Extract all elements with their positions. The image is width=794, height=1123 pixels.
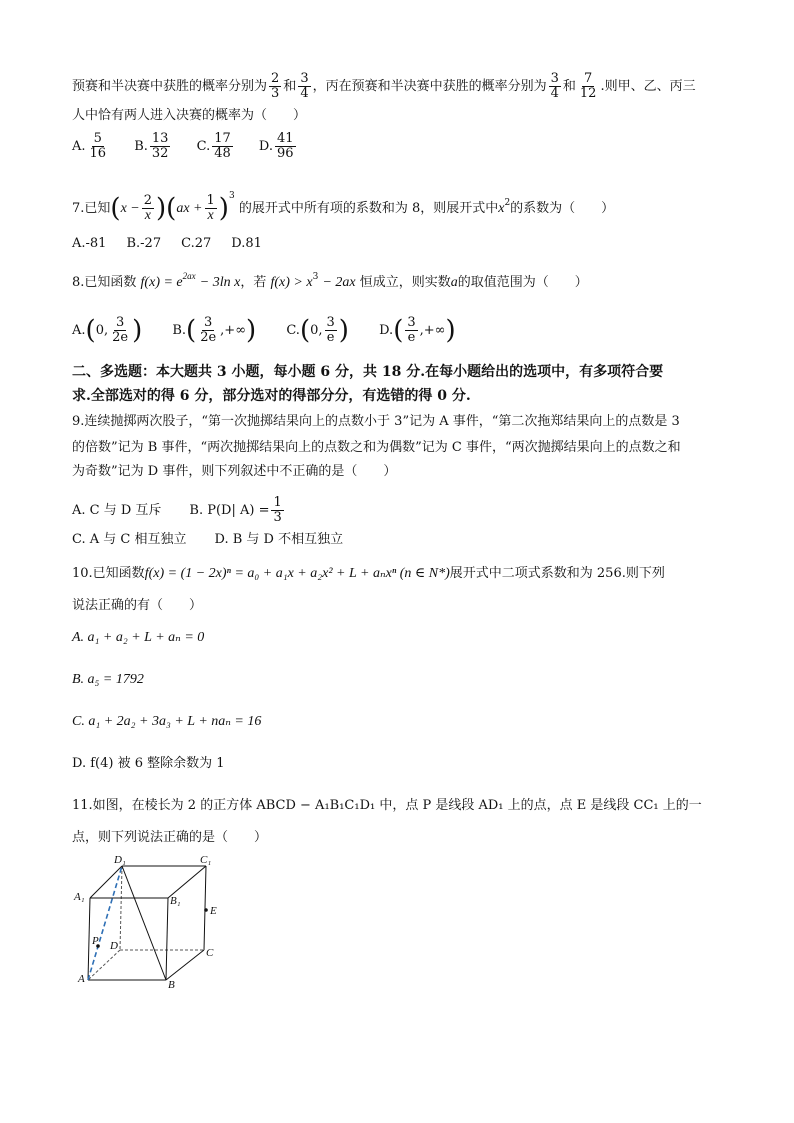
label-c1: C₁ (200, 854, 212, 866)
edge-d1-d (120, 866, 122, 950)
segment-d1-b (122, 866, 166, 980)
q9-option-c: C. A 与 C 相互独立 (72, 532, 187, 547)
section2-heading-line1: 二、多选题：本大题共 3 小题，每小题 6 分，共 18 分.在每小题给出的选项中，有多项符合要 (72, 364, 664, 380)
label-d: D (110, 940, 118, 952)
q9-line3: 为奇数”记为 D 事件，则下列叙述中不正确的是（ ） (72, 464, 397, 479)
q9-line1: 9.连续抛掷两次股子，“第一次抛掷结果向上的点数小于 3”记为 A 事件，“第二次拖郑结果向上的点数是 3 (72, 414, 680, 429)
label-a: A (78, 973, 85, 985)
edge-a1-d1 (90, 866, 122, 898)
q7-option-d: D.81 (231, 236, 262, 251)
label-b: B (168, 979, 175, 991)
q10-option-d: D. f(4) 被 6 整除余数为 1 (72, 756, 225, 771)
q6-frac-3: $\frac{3}{4}$ (550, 71, 559, 101)
label-d1: D₁ (114, 854, 126, 866)
q9-option-d: D. B 与 D 不相互独立 (214, 532, 344, 547)
q9-option-a: A. C 与 D 互斥 (72, 503, 162, 518)
q9-line2: 的倍数”记为 B 事件，“两次抛掷结果向上的点数之和为偶数”记为 C 事件，“两次抛掷结果向上的点数之和 (72, 440, 681, 455)
q6-option-d: D. $\frac{41}{96}$ (258, 131, 294, 161)
q6-frac-1: $\frac{2}{3}$ (271, 71, 280, 101)
q7-options (72, 234, 282, 254)
q8-option-b: B.( $\frac{3}{2e}$ ,+∞) (172, 315, 257, 346)
q8-option-d: D.( $\frac{3}{e}$ ,+∞) (379, 315, 456, 346)
edge-d-a (88, 950, 120, 980)
q7-option-a: A.-81 (72, 236, 107, 251)
q10-option-b: B. a₅ = 1792 (72, 672, 144, 687)
edge-c1-c (204, 866, 206, 950)
q6-frac-4: $\frac{7}{12}$ (579, 71, 597, 101)
q6-frac-2: $\frac{3}{4}$ (300, 71, 309, 101)
q7-option-c: C.27 (181, 236, 212, 251)
q6-options (72, 132, 318, 161)
q8-stem: 8.已知函数 $f(x) = e^{2ax} - 3\ln$ x，若 $f(x) > x^3 - 2ax$ 恒成立，则实数a的取值范围为（ ） (72, 271, 588, 290)
q6-line2: 人中恰有两人进入决赛的概率为（ ） (72, 108, 307, 123)
q6-option-b: B. $\frac{13}{32}$ (134, 131, 169, 161)
q10-option-c: C. a₁ + 2a₂ + 3a₃ + L + naₙ = 16 (72, 714, 262, 729)
edge-a1-a (88, 898, 90, 980)
point-e (204, 908, 208, 912)
q7-stem: 7.已知(x − $\frac{2}{x}$ )(ax + $\frac{1}{x}$ )$^3$ 的展开式中所有项的系数和为 8，则展开式中$x^2$的系数为（ ） (72, 191, 615, 224)
edge-b-c (166, 950, 204, 980)
edge-b1-c1 (168, 866, 206, 898)
label-a1: A₁ (74, 891, 85, 903)
q6-text-3: .则甲、乙、丙三 (600, 79, 696, 94)
q9-option-b: B. P(D| A) = $\frac{1}{3}$ (189, 495, 282, 525)
q10-line2: 说法正确的有（ ） (72, 598, 203, 613)
label-c: C (206, 947, 214, 959)
q6-text-2: ，丙在预赛和半决赛中获胜的概率分别为 (312, 79, 547, 94)
q9-options-row2 (72, 530, 343, 550)
cube-figure (72, 852, 232, 992)
q9-options-row1 (72, 496, 286, 525)
q8-options (72, 316, 476, 345)
q8-option-a: A.(0, $\frac{3}{2e}$ ) (72, 315, 143, 346)
section2-heading-line2: 求.全部选对的得 6 分，部分选对的得部分分，有选错的得 0 分. (72, 388, 471, 404)
q11-line1: 11.如图，在棱长为 2 的正方体 ABCD − A₁B₁C₁D₁ 中，点 P 是线段 AD₁ 上的点，点 E 是线段 CC₁ 上的一 (72, 798, 702, 813)
label-e: E (210, 905, 217, 917)
q7-option-b: B.-27 (126, 236, 162, 251)
q10-stem: 10.已知函数f(x) = (1 − 2x)ⁿ = a₀ + a₁x + a₂x² + L + aₙxⁿ (n ∈ N*)展开式中二项式系数和为 256.则下列 (72, 566, 665, 581)
q6-option-c: C. $\frac{17}{48}$ (196, 131, 231, 161)
edge-b1-b (166, 898, 168, 980)
q6-line1: 预赛和半决赛中获胜的概率分别为 $\frac{2}{3}$ 和 $\frac{3}{4}$ ，丙在预赛和半决赛中获胜的概率分别为 $\frac{3}{4}$ 和 $\frac{7}{12}$ .则甲、乙、丙三 (72, 71, 696, 101)
q8-option-c: C.(0, $\frac{3}{e}$ ) (286, 315, 349, 346)
label-b1: B₁ (170, 895, 181, 907)
q6-text-1: 预赛和半决赛中获胜的概率分别为 (72, 79, 268, 94)
q10-option-a: A. a₁ + a₂ + L + aₙ = 0 (72, 630, 205, 645)
q11-line2: 点，则下列说法正确的是（ ） (72, 830, 268, 845)
label-p: P (92, 935, 99, 947)
q6-option-a: A. $\frac{5}{16}$ (72, 131, 107, 161)
